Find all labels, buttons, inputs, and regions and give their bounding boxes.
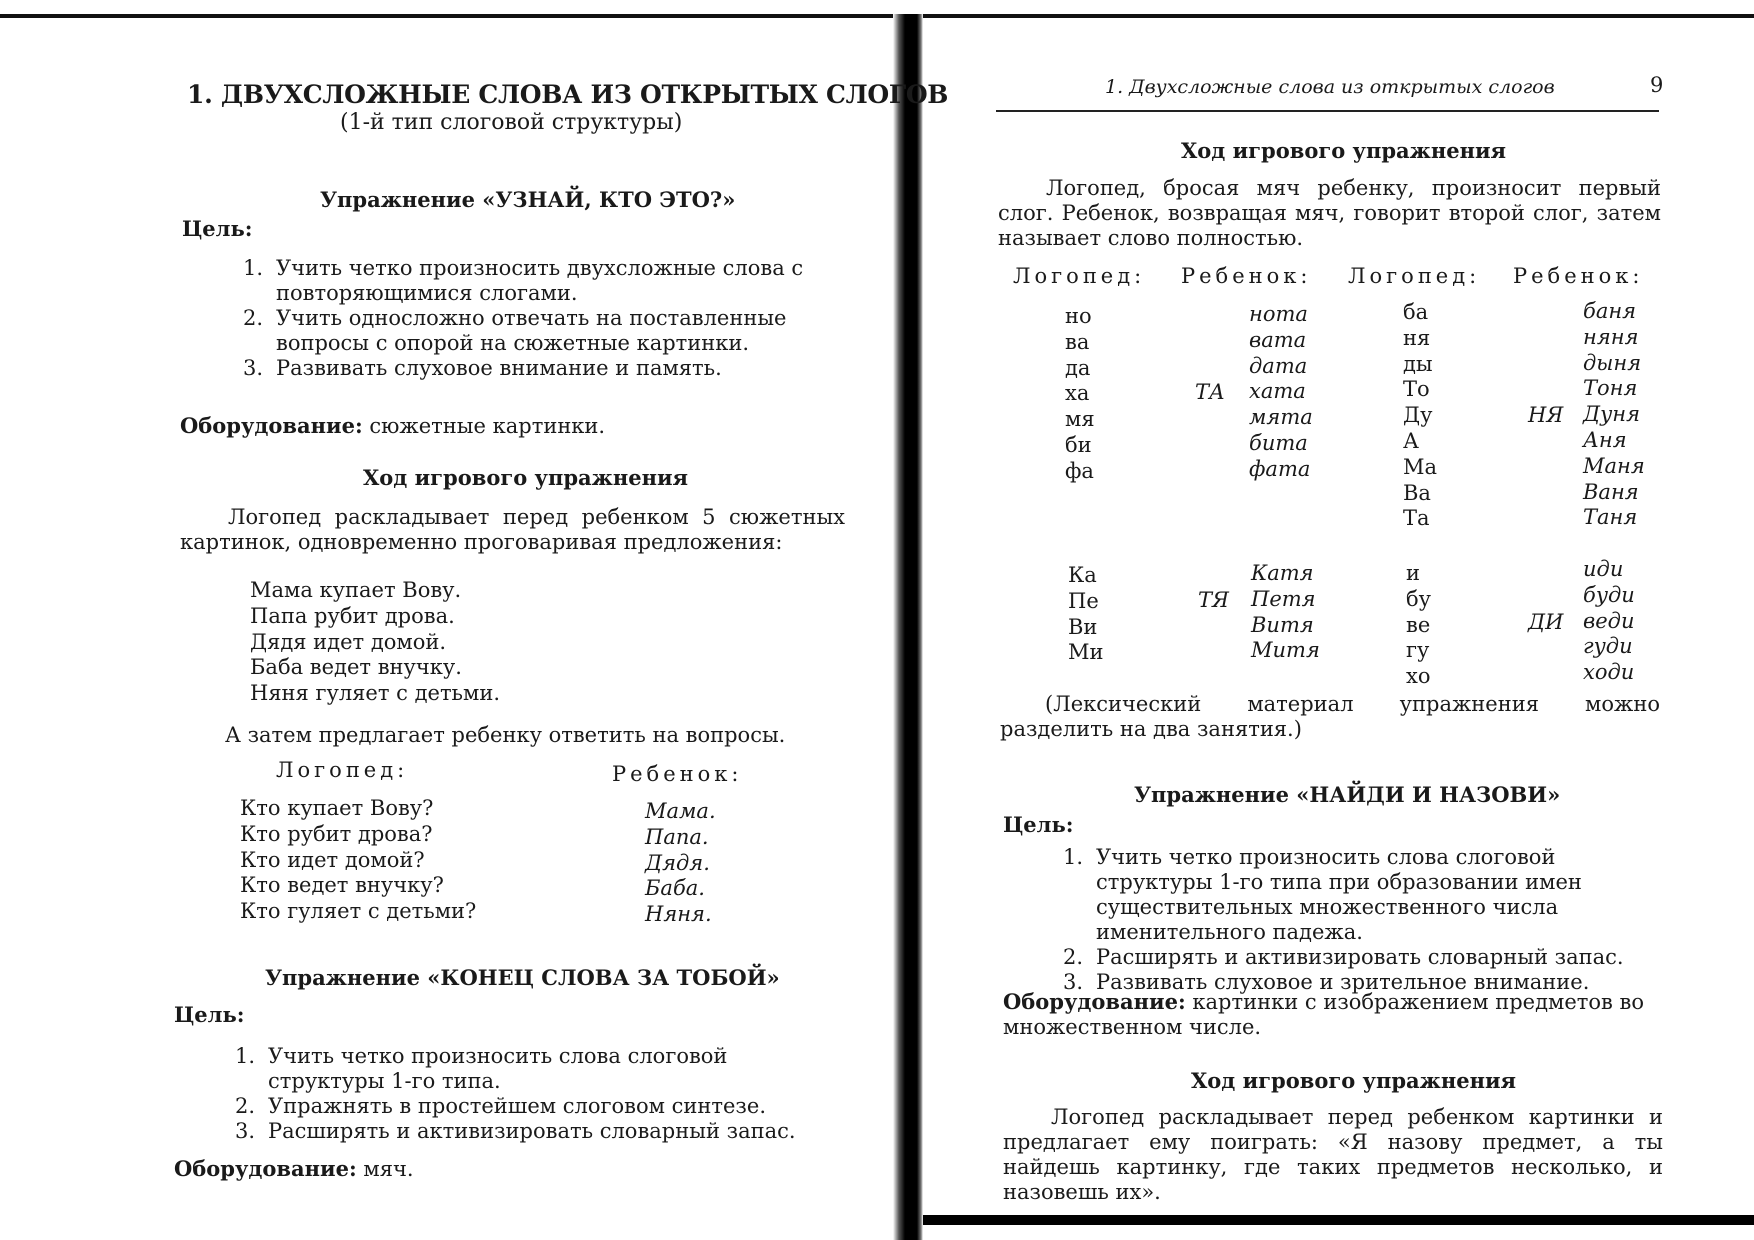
syllable: То: [1403, 377, 1430, 402]
syllable: А: [1403, 428, 1419, 453]
procedure-heading: Ход игрового упражнения: [363, 465, 689, 490]
equipment-text: картинки с изображением предметов во множественном числе.: [1003, 990, 1644, 1039]
answer: Мама.: [645, 799, 716, 823]
syllable: и: [1406, 561, 1420, 585]
word: Митя: [1251, 638, 1320, 663]
word: гуди: [1583, 634, 1633, 659]
goal-item: 2. Учить односложно отвечать на поставленные вопросы с опорой на сюжетные картинки.: [243, 306, 787, 355]
syllable: гу: [1406, 638, 1430, 663]
column-header-logoped: Логопед:: [1013, 264, 1146, 288]
sentence-list: [250, 578, 500, 707]
syllable: Ми: [1068, 640, 1104, 665]
syllable-column: [1065, 304, 1095, 485]
word: Петя: [1251, 586, 1316, 611]
page-number: 9: [1650, 73, 1664, 97]
syllable: мя: [1065, 407, 1095, 432]
syllable: но: [1065, 304, 1092, 328]
goal-item: 1. Учить четко произносить двухсложные слова с повторяющимися слогами.: [243, 256, 804, 305]
word: веди: [1583, 608, 1635, 633]
word-column: [1251, 561, 1320, 664]
column-header-child: Ребенок:: [1181, 264, 1312, 288]
goal-item: 2. Расширять и активизировать словарный запас.: [1063, 945, 1624, 969]
word: нота: [1249, 302, 1308, 326]
exercise-heading: Упражнение «НАЙДИ И НАЗОВИ»: [1134, 782, 1561, 807]
section-title: 1. ДВУХСЛОЖНЫЕ СЛОВА ИЗ ОТКРЫТЫХ СЛОГОВ: [187, 80, 949, 109]
exercise-heading: Упражнение «УЗНАЙ, КТО ЭТО?»: [320, 187, 736, 212]
goal-item: 3. Расширять и активизировать словарный запас.: [235, 1119, 796, 1143]
question: Кто рубит дрова?: [240, 821, 433, 846]
word: Тоня: [1583, 376, 1638, 401]
word: няня: [1583, 324, 1639, 349]
goal-item: 3. Развивать слуховое и зрительное внимание.: [1063, 970, 1590, 994]
syllable-column: [1403, 300, 1437, 532]
procedure-heading: Ход игрового упражнения: [1191, 1068, 1517, 1093]
running-head: 1. Двухсложные слова из открытых слогов: [1105, 76, 1555, 98]
sentence: Папа рубит дрова.: [250, 603, 455, 628]
word: хата: [1249, 379, 1306, 404]
equipment-label: Оборудование:: [1003, 989, 1186, 1014]
word: ходи: [1583, 660, 1635, 685]
syllable: ва: [1065, 329, 1090, 354]
word-column: [1249, 302, 1313, 483]
procedure-text: Логопед, бросая мяч ребенку, произносит первый слог. Ребенок, возвращая мяч, говорит второй слог, затем называет слово полностью.: [998, 176, 1661, 250]
second-syllable-marker: НЯ: [1528, 403, 1564, 427]
syllable: Ва: [1403, 480, 1431, 505]
syllable: Ма: [1403, 454, 1438, 479]
syllable: би: [1065, 432, 1092, 457]
book-spine: [893, 14, 923, 1240]
equipment-line: [174, 1156, 414, 1181]
procedure-text: Логопед раскладывает перед ребенком картинки и предлагает ему поиграть: «Я назову предмет, а ты найдешь картинку, где таких предметов несколько, и назовешь их».: [1003, 1105, 1663, 1204]
goal-item: 1. Учить четко произносить слова слоговой структуры 1-го типа.: [235, 1044, 728, 1093]
exercise-heading: Упражнение «КОНЕЦ СЛОВА ЗА ТОБОЙ»: [265, 965, 780, 990]
syllable: Ви: [1068, 614, 1098, 639]
procedure-heading: Ход игрового упражнения: [1181, 138, 1507, 163]
goal-item: 2. Упражнять в простейшем слоговом синтезе.: [235, 1094, 766, 1118]
answer: Папа.: [645, 824, 709, 849]
goal-list: [235, 1044, 850, 1144]
equipment-line: [1003, 989, 1663, 1040]
syllable: Пе: [1068, 588, 1099, 613]
word: баня: [1583, 299, 1637, 323]
word: мята: [1249, 405, 1313, 430]
column-header-child: Ребенок:: [1513, 264, 1644, 288]
syllable: ха: [1065, 381, 1090, 406]
word: Катя: [1251, 561, 1314, 585]
sentence: Няня гуляет с детьми.: [250, 681, 501, 706]
then-text: А затем предлагает ребенку ответить на вопросы.: [225, 723, 786, 747]
syllable: Ка: [1068, 563, 1097, 587]
answer: Няня.: [645, 902, 712, 927]
word: Маня: [1583, 453, 1645, 478]
equipment-text: сюжетные картинки.: [369, 414, 606, 438]
equipment-label: Оборудование:: [174, 1156, 357, 1181]
word: Ваня: [1583, 479, 1639, 504]
second-syllable-marker: ТЯ: [1198, 588, 1229, 612]
word: фата: [1249, 456, 1311, 481]
word: Дуня: [1583, 402, 1640, 427]
syllable: ба: [1403, 300, 1429, 324]
header-rule: [996, 110, 1659, 112]
equipment-line: [180, 413, 605, 438]
syllable: ве: [1406, 612, 1431, 637]
answer-list: [645, 799, 716, 928]
word: вата: [1249, 327, 1307, 352]
syllable: ня: [1403, 325, 1431, 350]
goal-label: Цель:: [182, 216, 253, 241]
goal-item: 1. Учить четко произносить слова слоговой структуры 1-го типа при образовании имен существительных множественного числа именительного падежа.: [1063, 845, 1582, 944]
syllable: Ду: [1403, 403, 1433, 428]
question: Кто ведет внучку?: [240, 873, 444, 898]
syllable: бу: [1406, 586, 1431, 611]
syllable-column: [1068, 563, 1104, 666]
word: буди: [1583, 582, 1635, 607]
goal-item: 3. Развивать слуховое внимание и память.: [243, 356, 722, 380]
column-header-child: Ребенок:: [612, 762, 743, 786]
word-column: [1583, 299, 1645, 531]
syllable-column: [1406, 561, 1431, 690]
equipment-text: мяч.: [363, 1157, 414, 1181]
procedure-text: Логопед раскладывает перед ребенком 5 сюжетных картинок, одновременно проговаривая предложения:: [180, 505, 845, 554]
word: Таня: [1583, 505, 1638, 530]
sentence: Баба ведет внучку.: [250, 655, 462, 680]
goal-label: Цель:: [174, 1002, 245, 1027]
syllable: да: [1065, 355, 1091, 380]
answer: Дядя.: [645, 850, 710, 875]
word: дыня: [1583, 350, 1642, 375]
syllable: фа: [1065, 458, 1094, 483]
second-syllable-marker: ТА: [1195, 380, 1225, 404]
question: Кто гуляет с детьми?: [240, 899, 477, 924]
goal-list: [1063, 845, 1663, 995]
syllable: Та: [1403, 506, 1430, 531]
goal-list: [243, 256, 853, 381]
syllable: ды: [1403, 351, 1433, 376]
sentence: Мама купает Вову.: [250, 578, 462, 602]
syllable: хо: [1406, 664, 1431, 689]
section-subtitle: (1-й тип слоговой структуры): [340, 110, 683, 135]
word: Аня: [1583, 427, 1627, 452]
equipment-label: Оборудование:: [180, 413, 363, 438]
word: Витя: [1251, 612, 1314, 637]
question: Кто идет домой?: [240, 847, 425, 872]
word: дата: [1249, 353, 1308, 378]
answer: Баба.: [645, 876, 705, 901]
question: Кто купает Вову?: [240, 796, 434, 820]
note-text: (Лексический материал упражнения можно разделить на два занятия.): [1000, 692, 1660, 741]
sentence: Дядя идет домой.: [250, 629, 447, 654]
word: иди: [1583, 557, 1624, 581]
word-column: [1583, 557, 1635, 686]
second-syllable-marker: ДИ: [1528, 610, 1564, 634]
goal-label: Цель:: [1003, 812, 1074, 837]
question-list: [240, 796, 476, 925]
word: бита: [1249, 430, 1308, 455]
column-header-logoped: Логопед:: [1348, 264, 1481, 288]
right-page: [923, 0, 1754, 1240]
column-header-logoped: Логопед:: [276, 758, 409, 782]
